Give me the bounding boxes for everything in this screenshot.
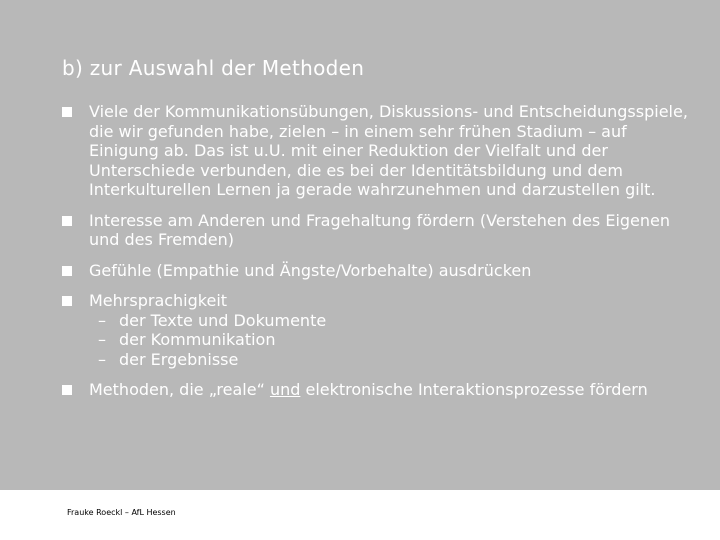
bullet-text: Gefühle (Empathie und Ängste/Vorbehalte) ausdrücken	[89, 260, 532, 280]
bullet-item	[62, 261, 692, 281]
sub-bullet-item	[98, 311, 692, 331]
dash-marker: –	[98, 349, 106, 369]
sub-bullet-list	[89, 311, 692, 370]
sub-bullet-text: der Ergebnisse	[119, 349, 239, 369]
square-bullet-icon	[62, 216, 72, 226]
bullet-item	[62, 291, 692, 369]
sub-bullet-text: der Kommunikation	[119, 330, 276, 349]
square-bullet-icon	[62, 107, 72, 117]
footer-author: Frauke Roeckl – AfL Hessen	[67, 508, 176, 517]
bullet-text: Interesse am Anderen und Fragehaltung fördern (Verstehen des Eigenen und des Fremden)	[89, 210, 671, 249]
bullet-item	[62, 380, 692, 400]
square-bullet-icon	[62, 266, 72, 276]
dash-marker: –	[98, 310, 106, 330]
sub-bullet-item	[98, 350, 692, 370]
square-bullet-icon	[62, 296, 72, 306]
bullet-text-underlined: und	[269, 380, 301, 399]
sub-bullet-item	[98, 330, 692, 350]
bullet-text: Mehrsprachigkeit	[89, 291, 228, 310]
dash-marker: –	[98, 330, 106, 349]
sub-bullet-text: der Texte und Dokumente	[119, 310, 327, 330]
square-bullet-icon	[62, 385, 72, 395]
bullet-text-part: elektronische Interaktionsprozesse fördern	[300, 380, 648, 399]
bullet-text-part: Methoden, die „reale“	[89, 380, 270, 399]
bullet-list	[62, 102, 692, 411]
bullet-text: Viele der Kommunikationsübungen, Diskussions- und Entscheidungsspiele, die wir gefunden habe, zielen – in einem sehr frühen Stadium – auf Einigung ab. Das ist u.U. mit einer Reduktion der Vielfalt und der Unterschiede verbunden, die es bei der Identitätsbildung und dem Interkulturellen Lernen ja gerade wahrzunehmen und darzustellen gilt.	[89, 102, 688, 199]
bullet-item	[62, 211, 692, 250]
slide-title: b) zur Auswahl der Methoden	[62, 56, 365, 80]
bullet-item	[62, 102, 692, 200]
